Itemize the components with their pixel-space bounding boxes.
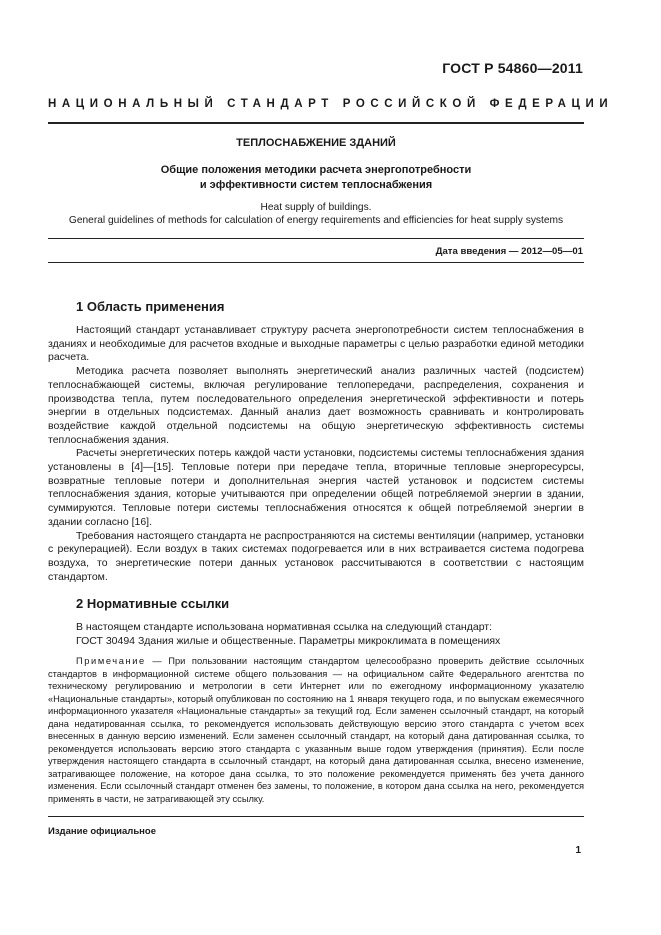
document-code: ГОСТ Р 54860—2011 <box>442 60 583 76</box>
scope-paragraph: Методика расчета позволяет выполнять энергетический анализ различных частей (подсистем) теплоснабжающей системы, включая регулирование теплопередачи, распределения, сохранения и производства тепла, путем последовательного определения энергетической эффективности и потерь энергии в отдельных подсистемах. Данный анализ дает возможность сравнивать и контролировать воздействие каждой отдельной подсистемы на общую энергетическую эффективность системы теплоснабжения здания. <box>48 365 584 446</box>
scope-paragraph: Расчеты энергетических потерь каждой части установки, подсистемы системы теплоснабжения здания установлены в [4]—[15]. Тепловые потери при передаче тепла, вторичные тепловые энергоресурсы, возвратные тепловые потери и дополнительная энергия частей установок и подсистем системы теплоснабжения здания, которые учитываются при определении общей потребляемой энергии в здании, суммируются. Тепловые потери системы теплоснабжения относятся к общей потребляемой энергии в здании согласно [16]. <box>48 447 584 528</box>
reference-gost-30494: ГОСТ 30494 Здания жилые и общественные. Параметры микроклимата в помещениях <box>76 634 501 647</box>
note-label: Примечание <box>76 656 146 667</box>
english-title <box>40 201 592 227</box>
footer-divider <box>48 816 584 817</box>
references-note <box>48 655 584 805</box>
scope-paragraph: Требования настоящего стандарта не распространяются на системы вентиляции (например, установки с рекуперацией). Если воздух в таких системах подогревается или в них встраивается система подогрева воздуха, то энергетические потери данных установок рассчитываются в соответствии с настоящим стандартом. <box>48 529 584 583</box>
section-scope-heading: 1 Область применения <box>76 299 225 314</box>
section-references-heading: 2 Нормативные ссылки <box>76 596 230 611</box>
references-intro: В настоящем стандарте использована нормативная ссылка на следующий стандарт: <box>76 621 493 633</box>
document-subtitle <box>48 163 584 193</box>
official-edition-label: Издание официальное <box>48 826 156 837</box>
header-divider <box>48 122 584 124</box>
national-standard-heading: НАЦИОНАЛЬНЫЙ СТАНДАРТ РОССИЙСКОЙ ФЕДЕРАЦИИ <box>48 98 614 110</box>
section-normative-references <box>48 596 584 805</box>
section-scope <box>48 299 584 584</box>
english-title-line-2: General guidelines of methods for calculation of energy requirements and efficiencies for heat supply systems <box>68 215 564 226</box>
date-divider <box>48 262 584 263</box>
introduction-date: Дата введения — 2012—05—01 <box>435 246 583 257</box>
document-title: ТЕПЛОСНАБЖЕНИЕ ЗДАНИЙ <box>236 137 396 149</box>
page-number: 1 <box>575 845 581 856</box>
subtitle-line-1: Общие положения методики расчета энергопотребности <box>160 164 472 176</box>
english-title-line-1: Heat supply of buildings. <box>260 202 372 213</box>
note-text: — При пользовании настоящим стандартом целесообразно проверить действие ссылочных стандартов в информационной системе общего пользования — на официальном сайте Федерального агентства по техническому регулированию и метрологии в сети Интернет или по ежегодному информационному указателю «Национальные стандарты», который опубликован по состоянию на 1 января текущего года, и по выпускам ежемесячного информационного указателя «Национальные стандарты» за текущий год. Если заменен ссылочный стандарт, на который дана недатированная ссылка, то рекомендуется использовать действующую версию этого стандарта с учетом всех внесенных в данную версию изменений. Если заменен ссылочный стандарт, на который дана датированная ссылка, то рекомендуется использовать версию этого стандарта с указанным выше годом утверждения (принятия). Если после утверждения настоящего стандарта в ссылочный стандарт, на который дана датированная ссылка, внесено изменение, затрагивающее положение, на которое дана ссылка, то это положение рекомендуется применять без учета данного изменения. Если ссылочный стандарт отменен без замены, то положение, в котором дана ссылка на него, рекомендуется применять в части, не затрагивающей эту ссылку. <box>48 656 584 804</box>
title-divider <box>48 238 584 239</box>
subtitle-line-2: и эффективности систем теплоснабжения <box>199 179 433 191</box>
scope-paragraph: Настоящий стандарт устанавливает структуру расчета энергопотребности систем теплоснабжения в зданиях и необходимые для расчетов входные и выходные параметры с целью разработки единой методики расчета. <box>48 324 584 364</box>
